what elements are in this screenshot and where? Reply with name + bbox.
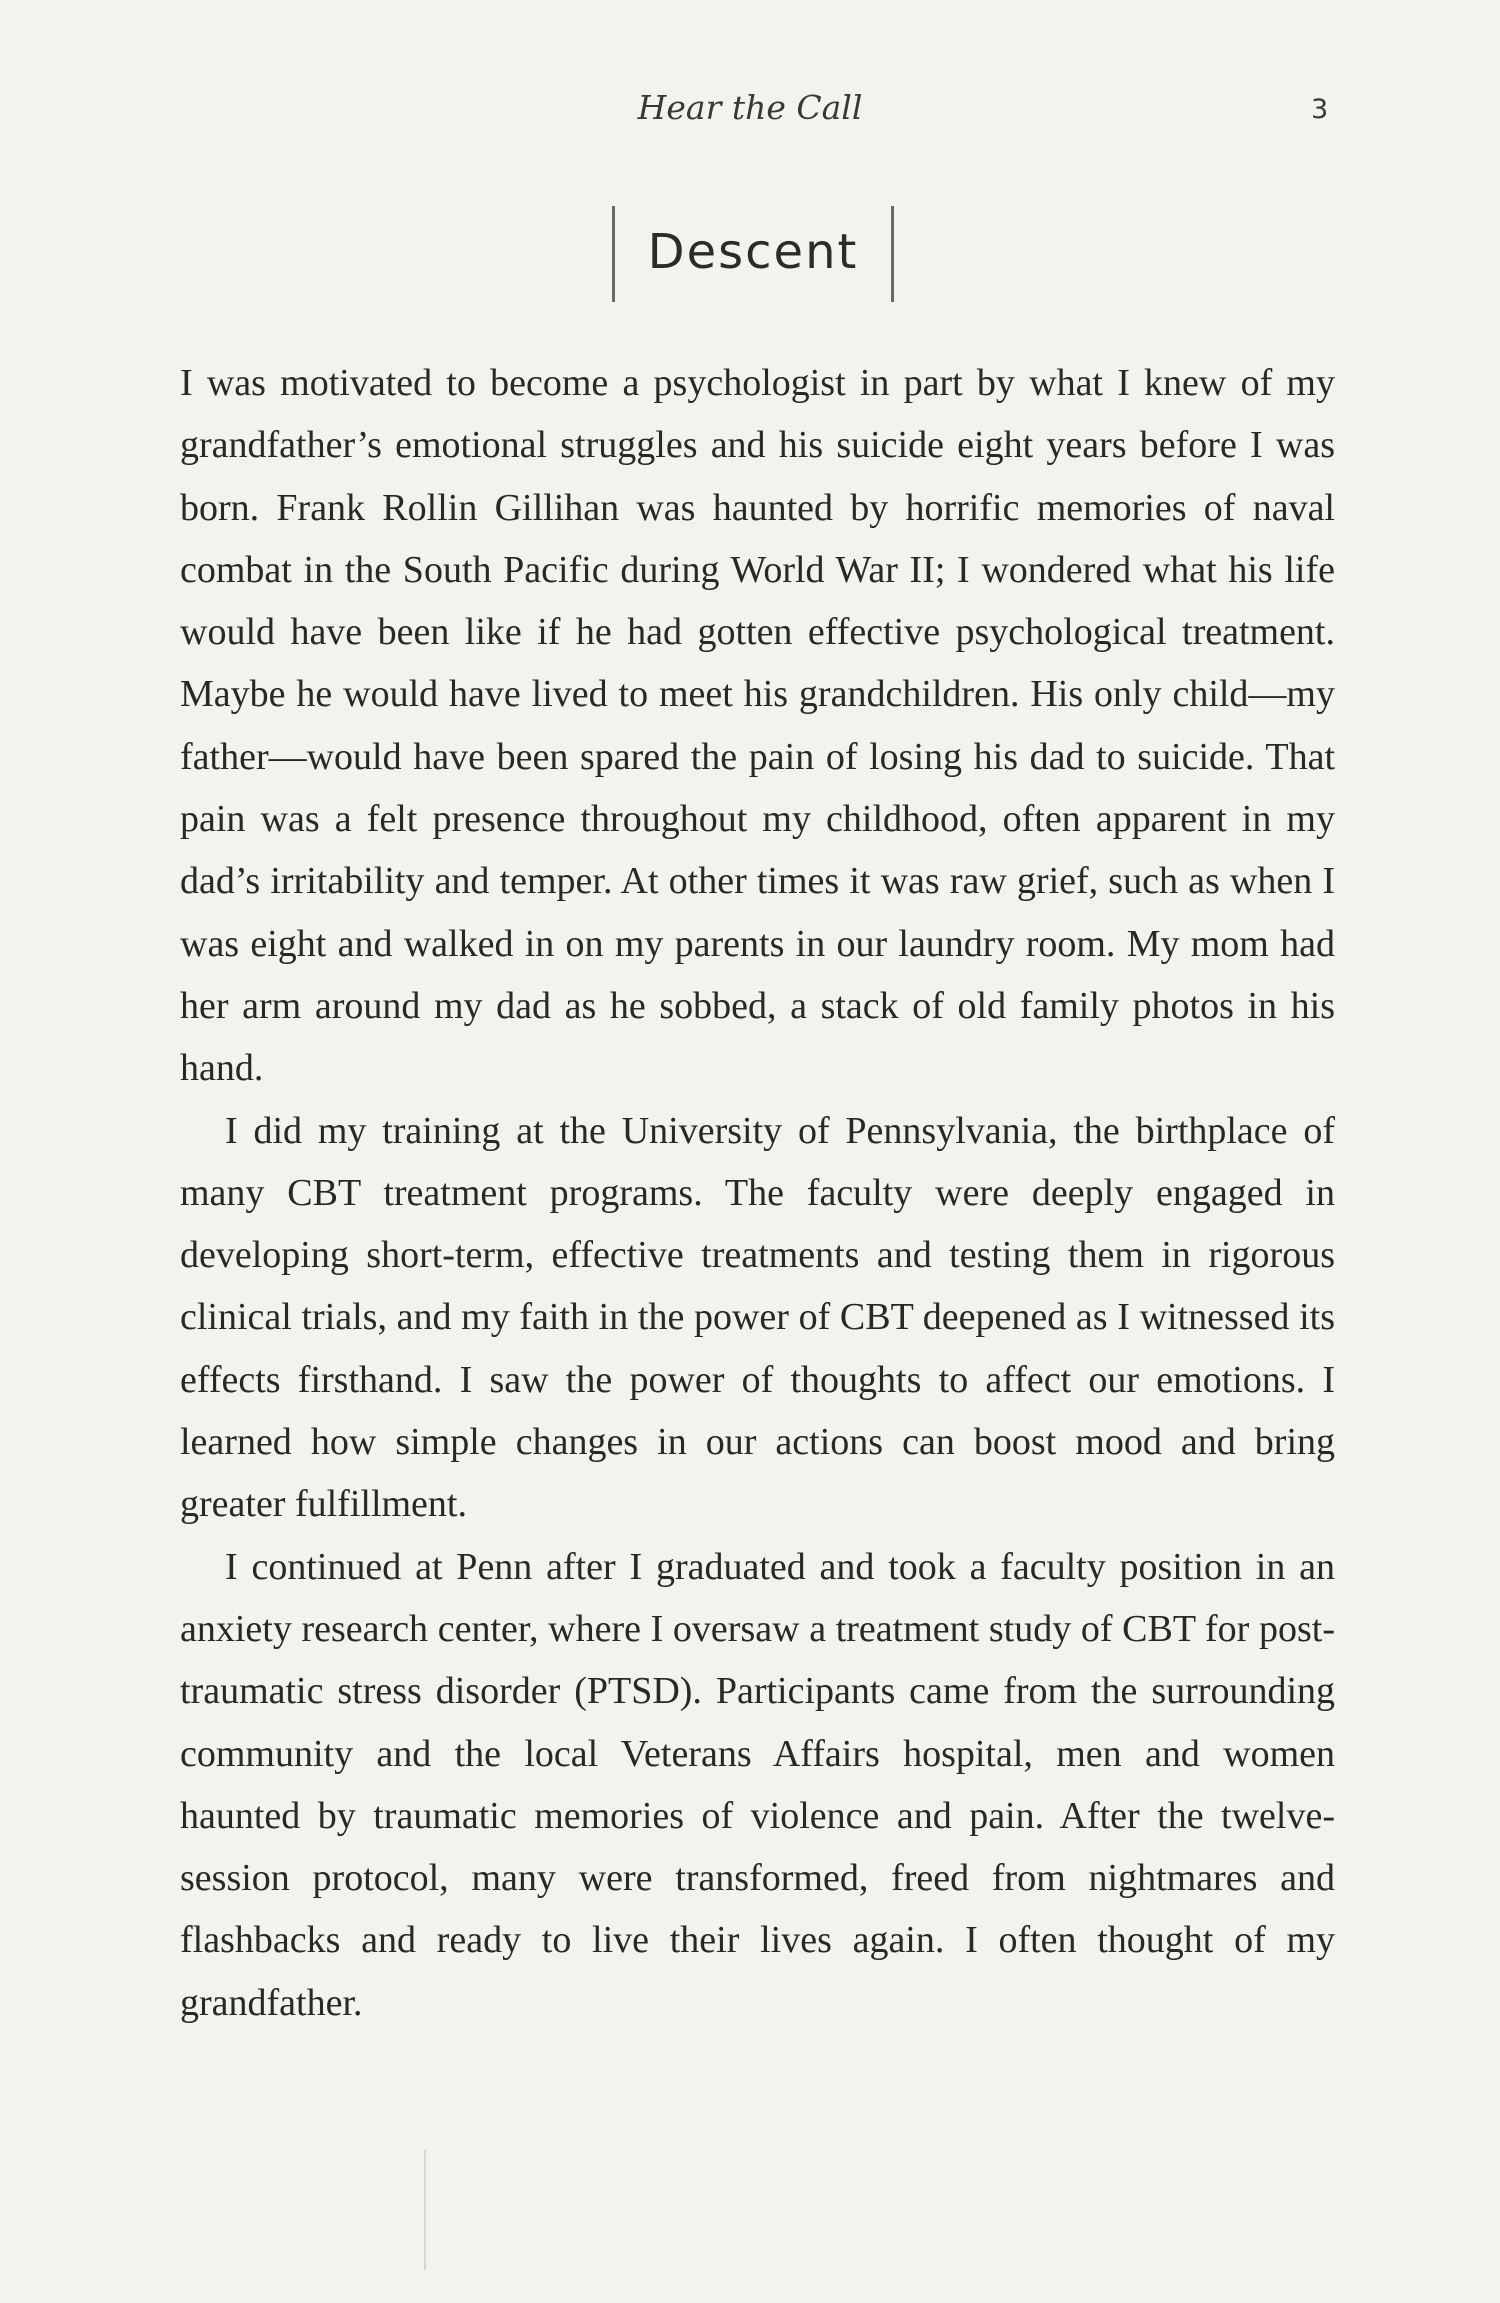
running-head [0,88,1500,148]
heading-rule-right [891,206,894,302]
running-title: Hear the Call [637,88,863,127]
page-number: 3 [1311,94,1329,125]
paragraph-2: I did my training at the University of Pennsylvania, the birthplace of many CBT treatment programs. The faculty were deeply engaged in developing short-term, effective treatments and testing them in rigorous clinical trials, and my faith in the power of CBT deepened as I witnessed its effects firsthand. I saw the power of thoughts to affect our emotions. I learned how simple changes in our actions can boost mood and bring greater fulfillment. [180,1109,1335,1526]
scan-artifact-line [424,2150,426,2270]
paragraph-3: I continued at Penn after I graduated and took a faculty position in an anxiety research center, where I oversaw a treatment study of CBT for post-traumatic stress disorder (PTSD). Participants came from the surrounding community and the local Veterans Affairs hospital, men and women haunted by traumatic memories of violence and pain. After the twelve-session protocol, many were transformed, freed from nightmares and flashbacks and ready to live their lives again. I often thought of my grandfather. [180,1545,1335,2024]
section-title: Descent [647,224,859,280]
body-text [180,352,1335,2034]
paragraph-1: I was motivated to become a psychologist in part by what I knew of my grandfather’s emotional struggles and his suicide eight years before I was born. Frank Rollin Gillihan was haunted by horrific memories of naval combat in the South Pacific during World War II; I wondered what his life would have been like if he had gotten effective psychological treatment. Maybe he would have lived to meet his grandchildren. His only child—my father—would have been spared the pain of losing his dad to suicide. That pain was a felt presence throughout my childhood, often apparent in my dad’s irritability and temper. At other times it was raw grief, such as when I was eight and walked in on my parents in our laundry room. My mom had her arm around my dad as he sobbed, a stack of old family photos in his hand. [180,362,1335,1090]
section-heading [612,206,894,302]
